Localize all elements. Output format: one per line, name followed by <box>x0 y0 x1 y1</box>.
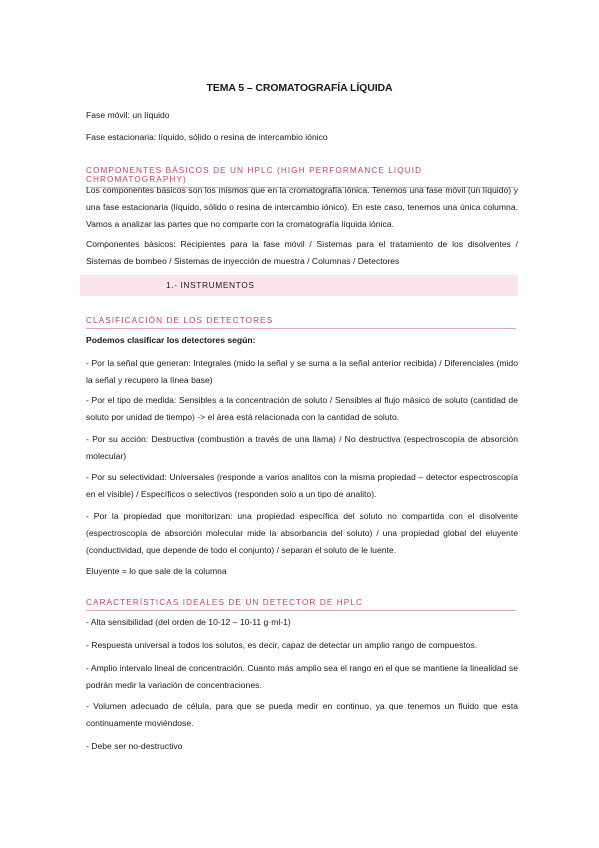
heading-componentes: COMPONENTES BÁSICOS DE UN HPLC (HIGH PERFORMANCE LIQUID CHROMATOGRAPHY) <box>86 166 516 188</box>
caracteristica-volumen: - Volumen adecuado de célula, para que se pueda medir en continuo, ya que tenemos un fluido que esta continuamente moviéndose. <box>86 701 518 728</box>
componentes-paragraph: Componentes básicos: Recipientes para la fase móvil / Sistemas para el tratamiento de los disolventes / Sistemas de bombeo / Sistemas de inyección de muestra / Columnas / Detectores <box>86 239 518 266</box>
criterio-senal: - Por la señal que generan: Integrales (mido la señal y se suma a la señal anterior recibida) / Diferenciales (mido la señal y recupero la línea base) <box>86 358 518 385</box>
caracteristica-no-destructivo: - Debe ser no-destructivo <box>86 741 183 751</box>
caracteristica-respuesta: - Respuesta universal a todos los solutos, es decir, capaz de detectar un amplio rango de compuestos. <box>86 640 478 650</box>
podemos-text: Podemos clasificar los detectores según: <box>86 335 256 345</box>
section-instrumentos: 1.- INSTRUMENTOS <box>166 280 255 290</box>
caracteristica-intervalo: - Amplio intervalo lineal de concentración. Cuanto más amplio sea el rango en el que se mantiene la linealidad se podrán medir la variación de concentraciones. <box>86 663 518 690</box>
fase-movil-text: Fase móvil: un líquido <box>86 110 170 120</box>
caracteristica-sensibilidad: - Alta sensibilidad (del orden de 10-12 – 10-11 g·ml-1) <box>86 617 291 627</box>
fase-estacionaria-text: Fase estacionaria: líquido, sólido o resina de intercambio iónico <box>86 132 328 142</box>
page-title: TEMA 5 – CROMATOGRAFÍA LÍQUIDA <box>206 82 393 94</box>
heading-caracteristicas: CARACTERÍSTICAS IDEALES DE UN DETECTOR DE HPLC <box>86 598 516 611</box>
intro-paragraph: Los componentes básicos son los mismos que en la cromatografía iónica. Tenemos una fase móvil (un líquido) y una fase estacionaria (líquido, sólido o resina de intercambio iónico). En este caso, tenemos una única columna. Vamos a analizar las partes que no comparte con la cromatografía líquida iónica. <box>86 185 518 229</box>
criterio-propiedad: - Por la propiedad que monitorizan: una propiedad específica del soluto no compartida con el disolvente (espectroscopía de absorción molecular mide la absorbancia del soluto) / una propiedad global del eluyente (conductividad, que depende de todo el conjunto) / separan el soluto de le luente. <box>86 511 518 555</box>
criterio-accion: - Por su acción: Destructiva (combustión a través de una llama) / No destructiva (espectroscopía de absorción molecular) <box>86 434 518 461</box>
heading-clasificacion: CLASIFICACIÓN DE LOS DETECTORES <box>86 316 516 329</box>
criterio-medida: - Por el tipo de medida: Sensibles a la concentración de soluto / Sensibles al flujo másico de soluto (cantidad de soluto por unidad de tiempo) -> el área está relacionada con la cantidad de soluto. <box>86 395 518 422</box>
eluyente-text: Eluyente = lo que sale de la columna <box>86 566 227 576</box>
criterio-selectividad: - Por su selectividad: Universales (responde a varios analitos con la misma propiedad – detector espectroscopía en el visible) / Específicos o selectivos (responden solo a un tipo de analito). <box>86 472 518 499</box>
section-band <box>80 275 518 296</box>
